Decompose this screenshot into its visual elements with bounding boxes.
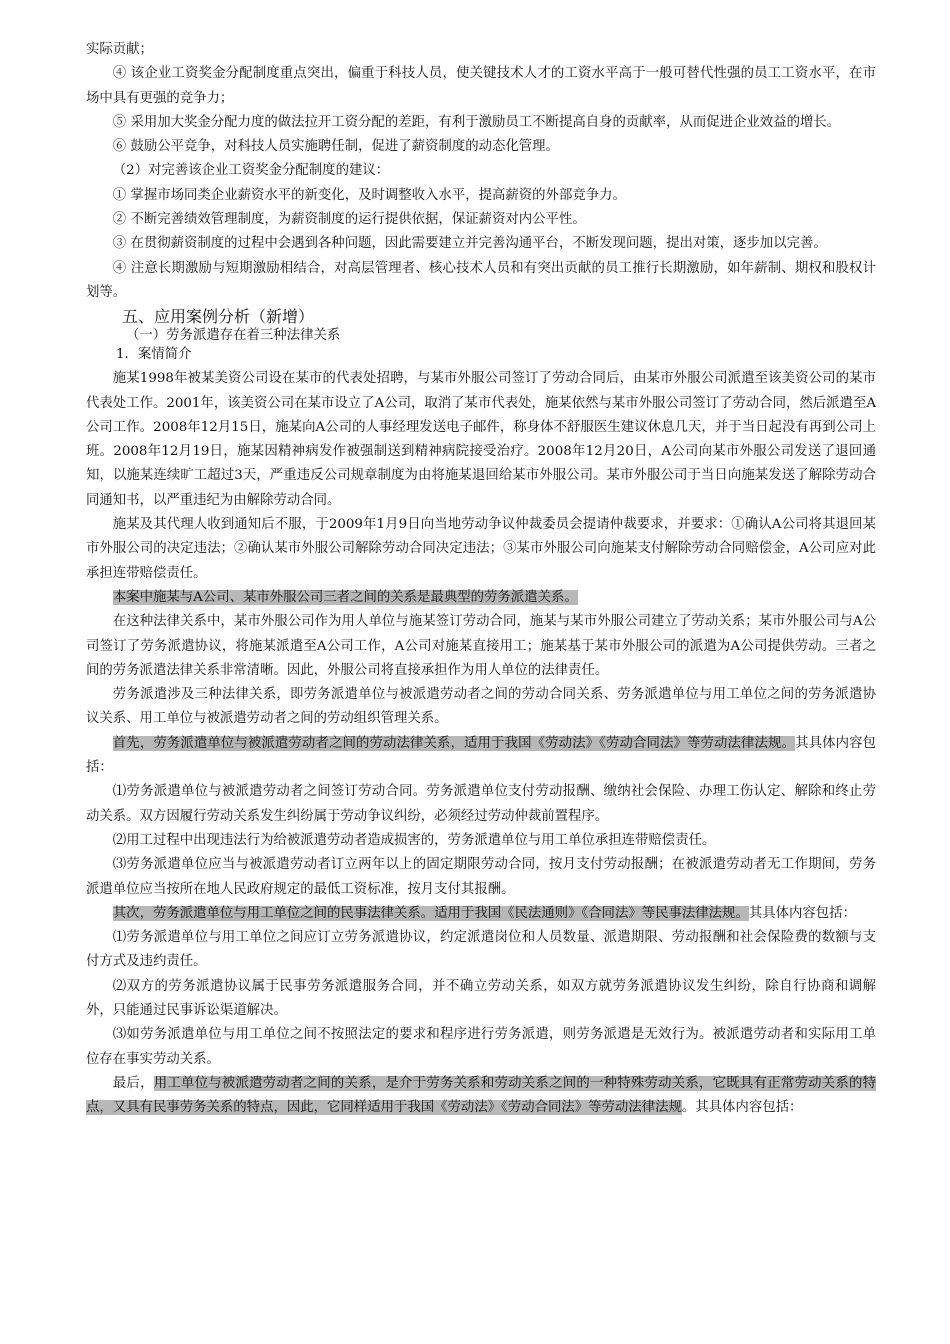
paragraph: 劳务派遣涉及三种法律关系，即劳务派遣单位与被派遣劳动者之间的劳动合同关系、劳务派遣单位与用工单位之间的劳务派遣协议关系、用工单位与被派遣劳动者之间的劳动组织管理关系。 [86, 687, 876, 727]
list-item: ⑵用工过程中出现违法行为给被派遣劳动者造成损害的，劳务派遣单位与用工单位承担连带赔偿责任。 [112, 832, 716, 848]
highlight: 用工单位与被派遣劳动者之间的关系，是介于劳务关系和劳动关系之间的一种特殊劳动关系，它既具有正常劳动关系的特点，又具有民事劳务关系的特点，因此，它同样适用于我国《劳动法》《劳动合同法》等劳动法律法规 [86, 1075, 877, 1116]
section-heading: 五、应用案例分析（新增） [122, 307, 315, 327]
list-item: ① 掌握市场同类企业薪资水平的新变化，及时调整收入水平，提高薪资的外部竞争力。 [112, 187, 626, 203]
highlight: 其次，劳务派遣单位与用工单位之间的民事法律关系。适用于我国《民法通则》《合同法》等民事法律法规。 [112, 905, 749, 921]
list-item: ⑥ 鼓励公平竞争，对科技人员实施聘任制，促进了薪资制度的动态化管理。 [112, 139, 559, 155]
list-item: ⑤ 采用加大奖金分配力度的做法拉开工资分配的差距，有利于激励员工不断提高自身的贡献率，从而促进企业效益的增长。 [112, 114, 841, 130]
text-run: 其具体内容包括： [748, 905, 856, 921]
list-item: ③ 在贯彻薪资制度的过程中会遇到各种问题，因此需要建立并完善沟通平台，不断发现问题，提出对策，逐步加以完善。 [112, 236, 827, 252]
case-intro-heading: 1．案情简介 [116, 347, 192, 363]
highlighted-paragraph [86, 586, 876, 610]
paragraph [86, 1072, 876, 1121]
paragraph: 施某1998年被某美资公司设在某市的代表处招聘，与某市外服公司签订了劳动合同后，由某市外服公司派遣至该美资公司的某市代表处工作。2001年，该美资公司在某市设立了A公司，取消了某市代表处，施某依然与某市外服公司签订了劳动合同，然后派遣至A公司工作。2008年12月15日，施某向A公司的人事经理发送电子邮件，称身体不舒服医生建议休息几天，并于当日起没有再到公司上班。2008年12月19日，施某因精神病发作被强制送到精神病院接受治疗。2008年12月20日，A公司向某市外服公司发送了退回通知，以施某连续旷工超过3天，严重违反公司规章制度为由将施某退回给某市外服公司。某市外服公司于当日向施某发送了解除劳动合同通知书，以严重违纪为由解除劳动合同。 [86, 371, 876, 508]
paragraph [86, 902, 876, 926]
paragraph: 施某及其代理人收到通知后不服，于2009年1月9日向当地劳动争议仲裁委员会提请仲裁要求，并要求：①确认A公司将其退回某市外服公司的决定违法；②确认某市外服公司解除劳动合同决定违法；③某市外服公司向施某支付解除劳动合同赔偿金，A公司应对此承担连带赔偿责任。 [86, 517, 876, 581]
list-item: ④ 该企业工资奖金分配制度重点突出，偏重于科技人员，使关键技术人才的工资水平高于一般可替代性强的员工工资水平，在市场中具有更强的竞争力； [86, 66, 876, 106]
highlight: 本案中施某与A公司、某市外服公司三者之间的关系是最典型的劳务派遣关系。 [112, 589, 578, 605]
list-item: ⑴劳务派遣单位与被派遣劳动者之间签订劳动合同。劳务派遣单位支付劳动报酬、缴纳社会保险、办理工伤认定、解除和终止劳动关系。双方因履行劳动关系发生纠纷属于劳动争议纠纷，必须经过劳动仲裁前置程序。 [86, 784, 876, 824]
list-item: ④ 注意长期激励与短期激励相结合，对高层管理者、核心技术人员和有突出贡献的员工推行长期激励，如年薪制、期权和股权计划等。 [86, 260, 876, 300]
list-item: ⑴劳务派遣单位与用工单位之间应订立劳务派遣协议，约定派遣岗位和人员数量、派遣期限、劳动报酬和社会保险费的数额与支付方式及违约责任。 [86, 930, 876, 970]
paragraph [86, 732, 876, 781]
list-item: ⑵双方的劳务派遣协议属于民事劳务派遣服务合同，并不确立劳动关系，如双方就劳务派遣协议发生纠纷，除自行协商和调解外，只能通过民事诉讼渠道解决。 [86, 978, 876, 1018]
list-item: ② 不断完善绩效管理制度，为薪资制度的运行提供依据，保证薪资对内公平性。 [112, 212, 586, 228]
text-run: 最后， [112, 1075, 154, 1091]
text-run: 。其具体内容包括： [681, 1100, 803, 1116]
list-item: ⑶如劳务派遣单位与用工单位之间不按照法定的要求和程序进行劳务派遣，则劳务派遣是无效行为。被派遣劳动者和实际用工单位存在事实劳动关系。 [86, 1027, 876, 1067]
sub-heading: （2）对完善该企业工资奖金分配制度的建议： [112, 163, 390, 179]
list-item: ⑶劳务派遣单位应当与被派遣劳动者订立两年以上的固定期限劳动合同，按月支付劳动报酬；在被派遣劳动者无工作期间，劳务派遣单位应当按所在地人民政府规定的最低工资标准，按月支付其报酬。 [86, 857, 876, 897]
text-line: 实际贡献； [86, 42, 153, 57]
subsection-heading: （一）劳务派遣存在着三种法律关系 [126, 328, 341, 344]
paragraph: 在这种法律关系中，某市外服公司作为用人单位与施某签订劳动合同，施某与某市外服公司建立了劳动关系；某市外服公司与A公司签订了劳务派遣协议，将施某派遣至A公司工作，A公司对施某直接用工；施某基于某市外服公司的派遣为A公司提供劳动。三者之间的劳务派遣法律关系非常清晰。因此，外服公司将直接承担作为用人单位的法律责任。 [86, 614, 876, 678]
text-run: 其具体内容包括： [86, 735, 876, 776]
highlight: 首先，劳务派遣单位与被派遣劳动者之间的劳动法律关系，适用于我国《劳动法》《劳动合同法》等劳动法律法规。 [112, 735, 796, 751]
